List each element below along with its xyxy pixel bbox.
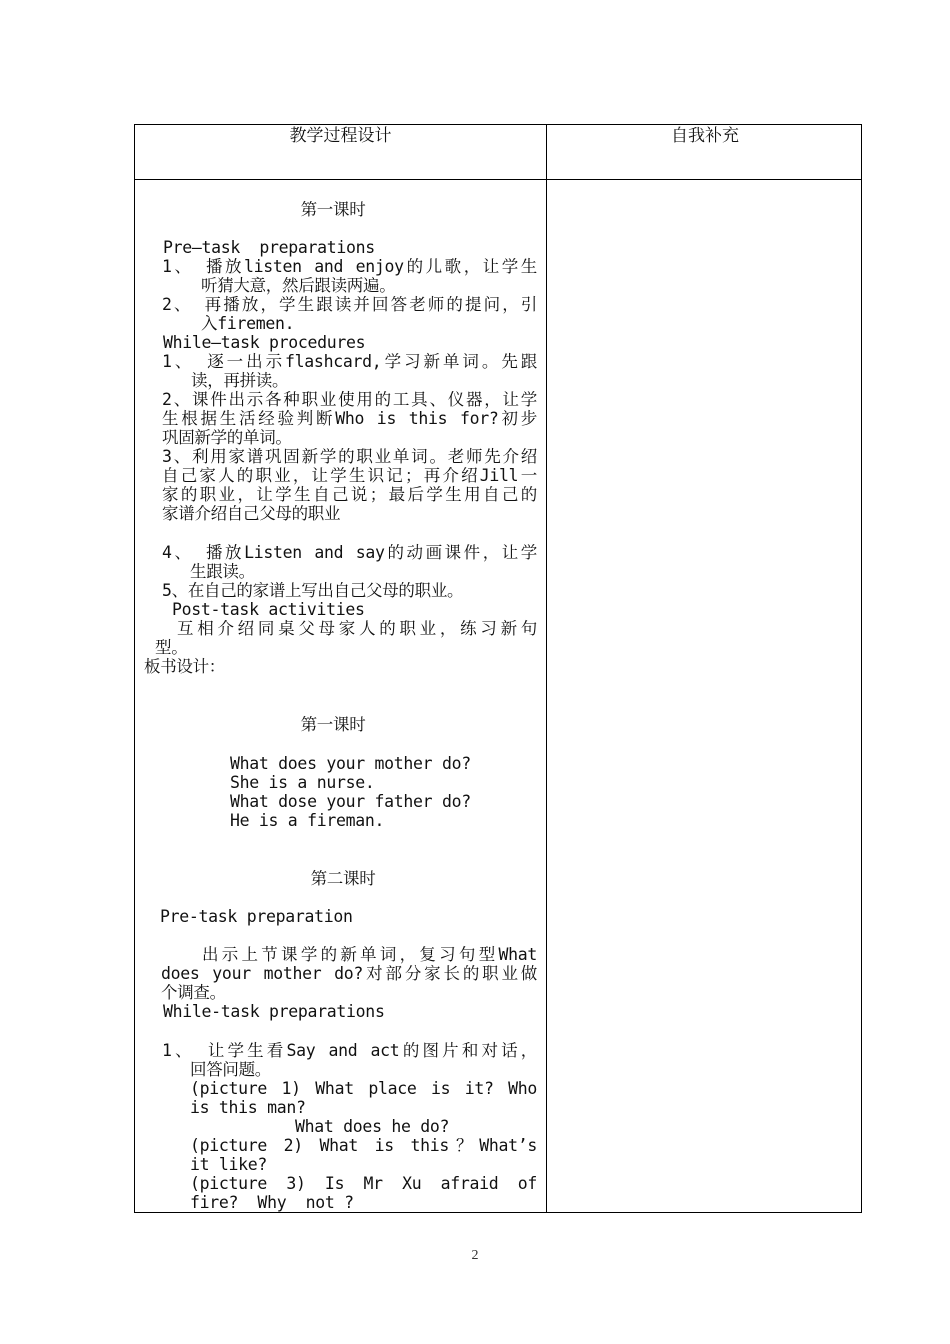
- teaching-process-cell: [135, 180, 546, 1214]
- text-line: 4、 播放Listen and say的动画课件，让学: [162, 543, 537, 562]
- board-sentence: What dose your father do?: [230, 792, 471, 811]
- text-line: 巩固新学的单词。: [162, 428, 292, 447]
- header-teaching-process: 教学过程设计: [289, 126, 392, 146]
- board-sentence: She is a nurse.: [230, 773, 375, 792]
- text-line: 听猜大意，然后跟读两遍。: [201, 276, 396, 295]
- board-sentence: What does your mother do?: [230, 754, 471, 773]
- text-line: (picture 2) What is this？What’s: [190, 1136, 537, 1155]
- text-line: is this man?: [190, 1098, 306, 1117]
- text-line: 5、在自己的家谱上写出自己父母的职业。: [162, 581, 464, 600]
- text-line: 生根据生活经验判断Who is this for?初步: [162, 409, 537, 428]
- while-task-heading-2: While-task preparations: [163, 1002, 385, 1021]
- post-task-heading: Post-task activities: [172, 600, 365, 619]
- lesson-plan-table: [134, 124, 862, 1213]
- text-line: 2、 再播放，学生跟读并回答老师的提问，引: [162, 295, 537, 314]
- board-sentence: He is a fireman.: [230, 811, 385, 830]
- text-line: 型。: [155, 638, 188, 657]
- lesson-1-title: 第一课时: [300, 200, 366, 219]
- text-line: it like?: [190, 1155, 268, 1174]
- text-line: What does he do?: [295, 1117, 450, 1136]
- text-line: 1、 逐一出示flashcard,学习新单词。先跟: [162, 352, 537, 371]
- text-line: 自己家人的职业，让学生识记；再介绍Jill一: [162, 466, 537, 485]
- text-line: 家谱介绍自己父母的职业: [162, 504, 341, 523]
- text-line: 1、 播放listen and enjoy的儿歌，让学生: [162, 257, 537, 276]
- text-line: (picture 3) Is Mr Xu afraid of: [190, 1174, 537, 1193]
- self-supplement-cell: [547, 180, 863, 1214]
- text-line: 生跟读。: [190, 562, 255, 581]
- lesson-1-board-title: 第一课时: [300, 715, 366, 734]
- pre-task-heading: Pre—task preparations: [163, 238, 375, 257]
- text-line: 互相介绍同桌父母家人的职业，练习新句: [177, 619, 537, 638]
- text-line: 1、 让学生看Say and act的图片和对话，: [162, 1041, 537, 1060]
- text-line: 出示上节课学的新单词，复习句型What: [202, 945, 537, 964]
- text-line: 入firemen.: [201, 314, 295, 333]
- board-design-heading: 板书设计：: [144, 657, 226, 676]
- pre-task-heading-2: Pre-task preparation: [160, 907, 353, 926]
- page-number: 2: [471, 1248, 479, 1263]
- text-line: 3、利用家谱巩固新学的职业单词。老师先介绍: [162, 447, 537, 466]
- text-line: fire? Why not ?: [190, 1193, 354, 1212]
- text-line: 2、课件出示各种职业使用的工具、仪器，让学: [162, 390, 537, 409]
- text-line: (picture 1) What place is it? Who: [190, 1079, 537, 1098]
- lesson-2-title: 第二课时: [310, 869, 376, 888]
- text-line: 家的职业，让学生自己说；最后学生用自己的: [162, 485, 537, 504]
- header-self-supplement: 自我补充: [671, 126, 739, 146]
- text-line: 读，再拼读。: [191, 371, 289, 390]
- text-line: 回答问题。: [190, 1060, 272, 1079]
- text-line: does your mother do?对部分家长的职业做: [161, 964, 537, 983]
- text-line: 个调查。: [161, 983, 226, 1002]
- while-task-heading: While—task procedures: [163, 333, 366, 352]
